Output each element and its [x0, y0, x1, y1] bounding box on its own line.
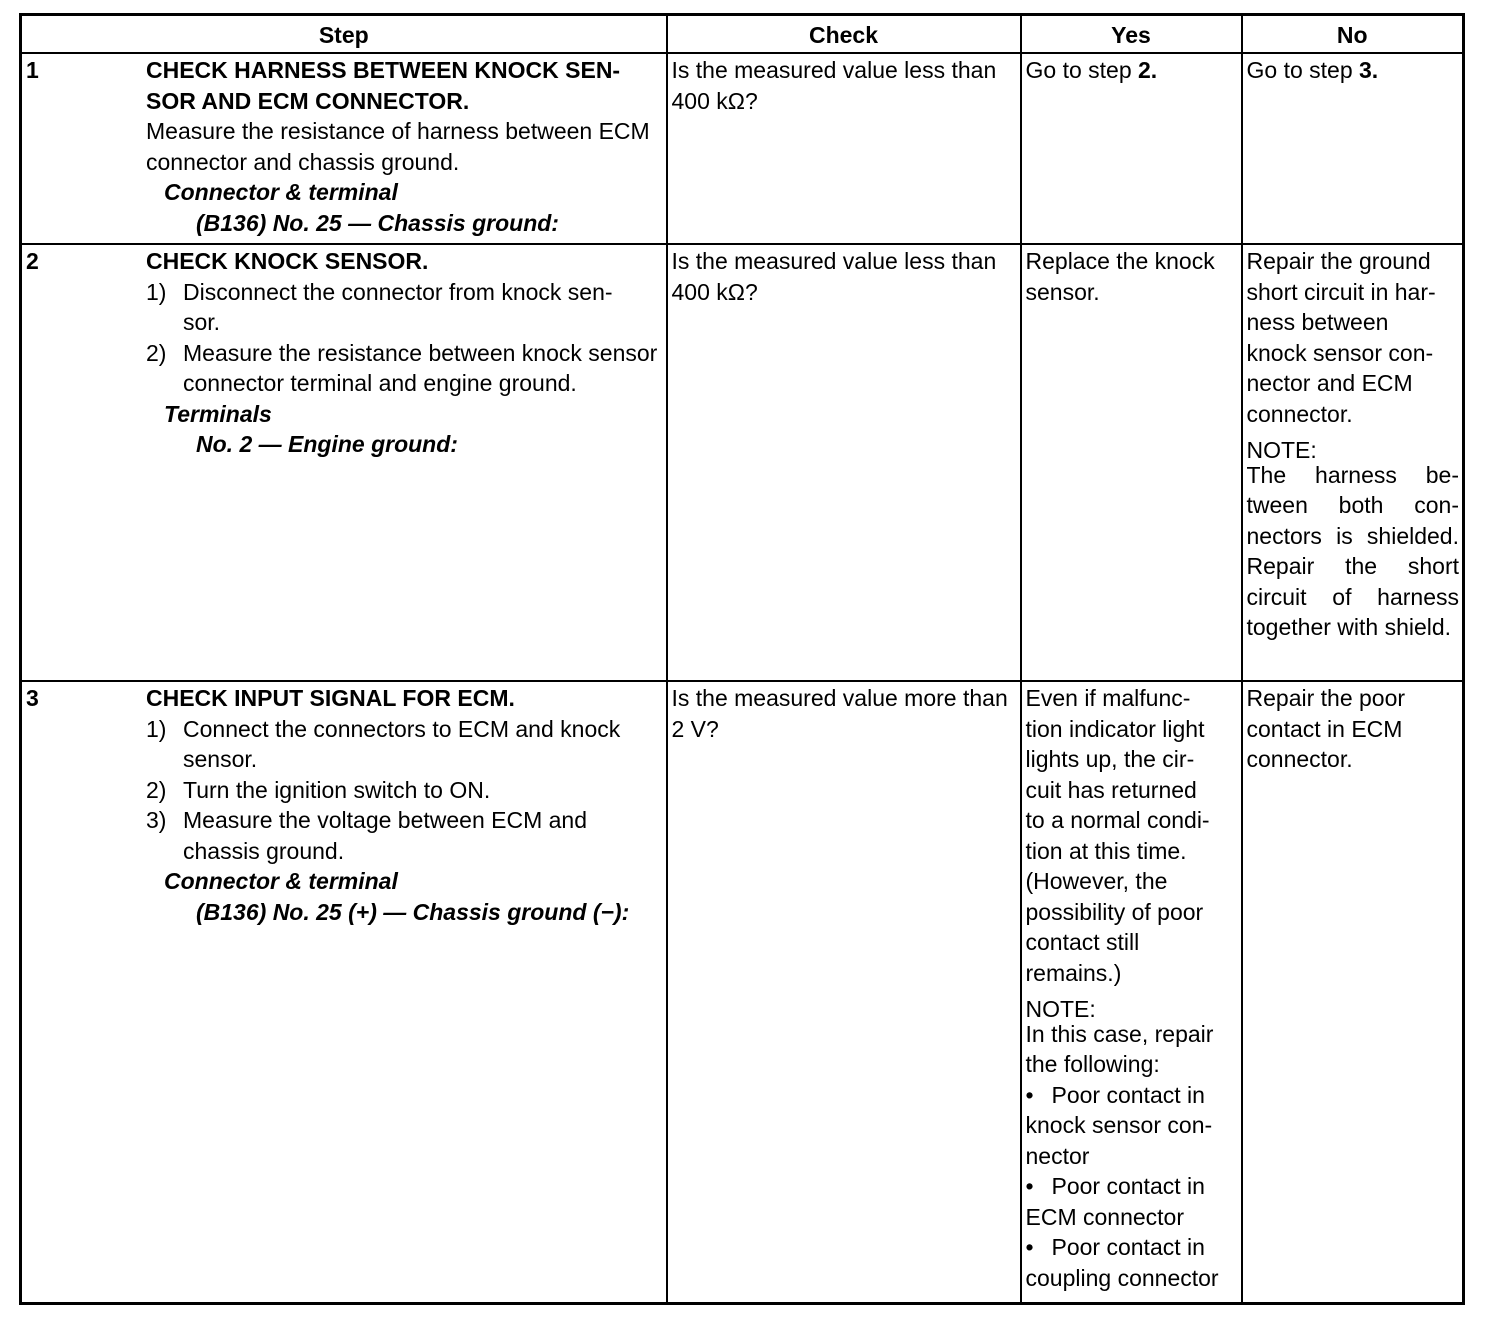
yes-text: Even if malfunc- tion indicator light lights up, the cir- cuit has returned to a normal condi- tion at this time. (However, the possibility of poor contact still remains.): [1025, 685, 1210, 986]
yes-text: Go to step: [1025, 57, 1139, 83]
list-item: [146, 775, 662, 806]
step-terminal-spec: No. 2 — Engine ground:: [196, 431, 458, 457]
step-cell: [21, 53, 667, 244]
step-number: 1: [26, 57, 39, 83]
step-cell: [21, 244, 667, 681]
step-title: CHECK HARNESS BETWEEN KNOCK SEN- SOR AND ECM CONNECTOR.: [146, 57, 621, 114]
check-cell: Is the measured value less than 400 kΩ?: [667, 244, 1021, 681]
yes-cell: [1021, 681, 1242, 1303]
no-text: Go to step: [1246, 57, 1360, 83]
note-text: The harness be-tween both con-nectors is shielded. Repair the short circuit of harness together with shield.: [1246, 461, 1459, 640]
table-row: [21, 681, 1464, 1303]
no-step-ref: 3.: [1359, 57, 1379, 83]
step-number: 3: [26, 685, 39, 711]
list-item-number: 2): [146, 339, 167, 366]
step-subheading: Terminals: [164, 400, 272, 427]
list-item-number: 2): [146, 776, 167, 803]
step-title: CHECK INPUT SIGNAL FOR ECM.: [146, 685, 515, 711]
step-title: CHECK KNOCK SENSOR.: [146, 248, 429, 274]
no-text: Repair the ground short circuit in har- ness between knock sensor con- nector and ECM connector.: [1246, 248, 1436, 427]
bullet-text: Poor contact in: [1051, 1081, 1205, 1108]
list-item-text: Turn the ignition switch to ON.: [183, 776, 491, 803]
bullet-item: [1026, 1171, 1238, 1202]
step-number: 2: [26, 248, 39, 274]
header-no: No: [1242, 15, 1464, 54]
step-subheading: Connector & terminal: [164, 179, 398, 205]
bullet-icon: •: [1025, 1081, 1034, 1108]
bullet-text: Poor contact in: [1051, 1173, 1205, 1199]
table-row: [21, 53, 1464, 244]
step-description: Measure the resistance of harness between ECM connector and chassis ground.: [146, 118, 650, 175]
yes-cell: [1021, 53, 1242, 244]
header-step: Step: [21, 15, 667, 54]
check-cell: Is the measured value less than 400 kΩ?: [667, 53, 1021, 244]
step-terminal-spec: (B136) No. 25 (+) — Chassis ground (−):: [196, 898, 630, 925]
list-item: [146, 805, 662, 866]
header-row: [21, 15, 1464, 54]
list-item-text: Measure the resistance between knock sensor connector terminal and engine ground.: [183, 339, 658, 396]
bullet-text-cont: ECM connector: [1025, 1203, 1185, 1230]
header-check: Check: [667, 15, 1021, 54]
bullet-text-cont: coupling connector: [1025, 1264, 1219, 1291]
list-item-number: 1): [146, 278, 167, 305]
no-cell: Repair the poor contact in ECM connector.: [1242, 681, 1464, 1303]
step-cell: [21, 681, 667, 1303]
note-label: NOTE:: [1025, 996, 1096, 1022]
no-cell: [1242, 244, 1464, 681]
check-cell: Is the measured value more than 2 V?: [667, 681, 1021, 1303]
no-cell: [1242, 53, 1464, 244]
step-terminal-spec: (B136) No. 25 — Chassis ground:: [196, 209, 559, 236]
bullet-icon: •: [1025, 1234, 1034, 1260]
table-row: [21, 244, 1464, 681]
note-text: In this case, repair the following:: [1025, 1020, 1214, 1077]
diagnostic-table: [19, 13, 1465, 1305]
list-item-number: 3): [146, 807, 167, 833]
bullet-text-cont: knock sensor con- nector: [1025, 1112, 1213, 1169]
list-item-text: Connect the connectors to ECM and knock sensor.: [183, 715, 621, 772]
bullet-icon: •: [1025, 1173, 1034, 1199]
list-item: [146, 277, 662, 338]
bullet-text: Poor contact in: [1051, 1234, 1205, 1260]
step-subheading: Connector & terminal: [164, 868, 398, 894]
list-item: [146, 338, 662, 399]
yes-cell: Replace the knock sensor.: [1021, 244, 1242, 681]
bullet-item: [1026, 1080, 1238, 1111]
bullet-item: [1026, 1232, 1238, 1263]
list-item-text: Measure the voltage between ECM and chassis ground.: [183, 807, 588, 864]
yes-step-ref: 2.: [1138, 57, 1158, 83]
header-yes: Yes: [1021, 15, 1242, 54]
list-item: [146, 714, 662, 775]
list-item-number: 1): [146, 715, 167, 742]
list-item-text: Disconnect the connector from knock sen- sor.: [183, 278, 613, 335]
note-label: NOTE:: [1246, 437, 1317, 463]
